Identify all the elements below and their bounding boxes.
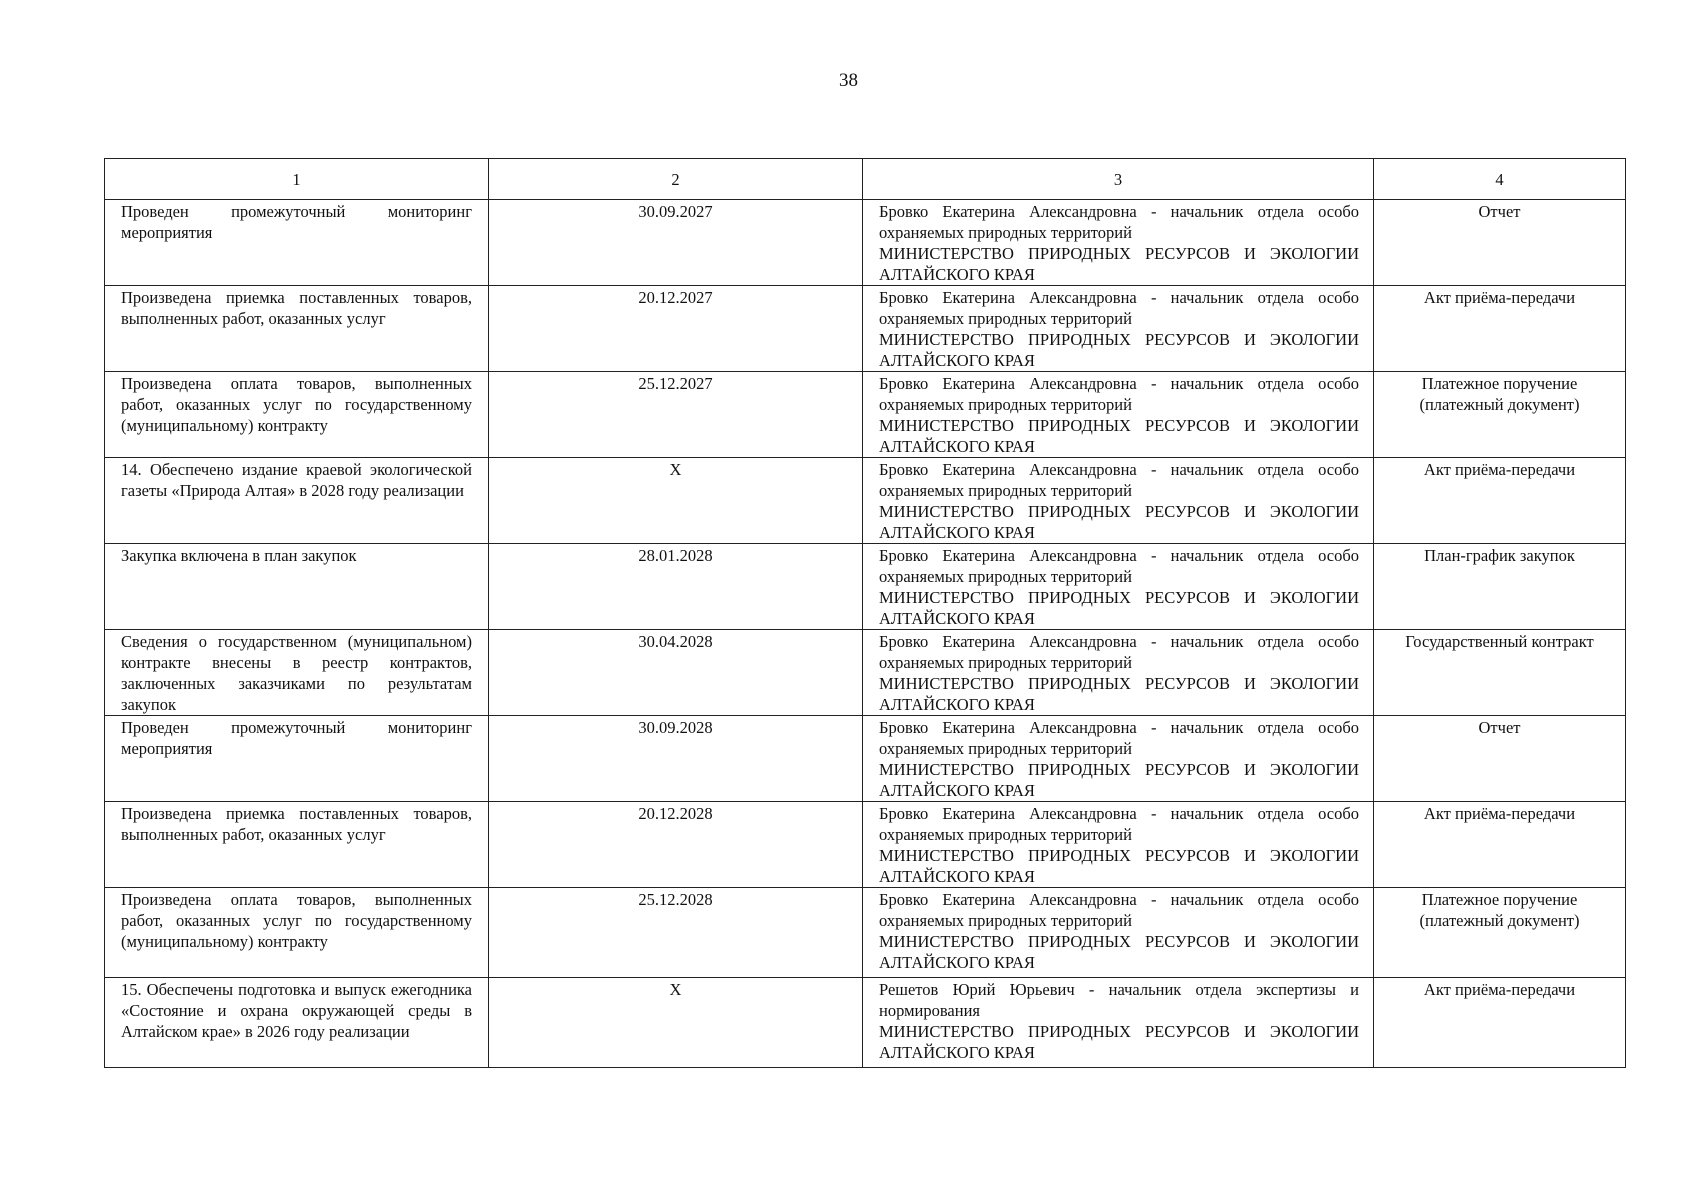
header-col-3: 3 bbox=[863, 159, 1374, 200]
date-cell: 20.12.2027 bbox=[489, 286, 863, 372]
responsible-cell bbox=[863, 458, 1374, 544]
responsible-cell bbox=[863, 716, 1374, 802]
date-cell: 30.09.2028 bbox=[489, 716, 863, 802]
table-row bbox=[105, 372, 1626, 458]
date-cell: X bbox=[489, 978, 863, 1068]
event-cell: 15. Обеспечены подготовка и выпуск ежегодника «Состояние и охрана окружающей среды в Алтайском крае» в 2026 году реализации bbox=[105, 978, 489, 1068]
responsible-cell bbox=[863, 630, 1374, 716]
responsible-person: Бровко Екатерина Александровна - начальник отдела особо охраняемых природных территорий bbox=[879, 546, 1359, 586]
event-cell: Произведена оплата товаров, выполненных работ, оказанных услуг по государственному (муниципальному) контракту bbox=[105, 372, 489, 458]
responsible-cell bbox=[863, 802, 1374, 888]
table-row bbox=[105, 286, 1626, 372]
document-cell: Государственный контракт bbox=[1374, 630, 1626, 716]
responsible-organization: МИНИСТЕРСТВО ПРИРОДНЫХ РЕСУРСОВ И ЭКОЛОГИИ АЛТАЙСКОГО КРАЯ bbox=[879, 1022, 1359, 1062]
responsible-person: Бровко Екатерина Александровна - начальник отдела особо охраняемых природных территорий bbox=[879, 718, 1359, 758]
event-cell: Произведена приемка поставленных товаров, выполненных работ, оказанных услуг bbox=[105, 286, 489, 372]
date-cell: 30.09.2027 bbox=[489, 200, 863, 286]
header-col-4: 4 bbox=[1374, 159, 1626, 200]
responsible-organization: МИНИСТЕРСТВО ПРИРОДНЫХ РЕСУРСОВ И ЭКОЛОГИИ АЛТАЙСКОГО КРАЯ bbox=[879, 416, 1359, 456]
event-cell: Проведен промежуточный мониторинг мероприятия bbox=[105, 716, 489, 802]
responsible-person: Решетов Юрий Юрьевич - начальник отдела экспертизы и нормирования bbox=[879, 980, 1359, 1020]
responsible-person: Бровко Екатерина Александровна - начальник отдела особо охраняемых природных территорий bbox=[879, 804, 1359, 844]
document-cell: Акт приёма-передачи bbox=[1374, 802, 1626, 888]
table-row bbox=[105, 458, 1626, 544]
responsible-organization: МИНИСТЕРСТВО ПРИРОДНЫХ РЕСУРСОВ И ЭКОЛОГИИ АЛТАЙСКОГО КРАЯ bbox=[879, 244, 1359, 284]
responsible-person: Бровко Екатерина Александровна - начальник отдела особо охраняемых природных территорий bbox=[879, 460, 1359, 500]
date-cell: 25.12.2027 bbox=[489, 372, 863, 458]
date-cell: 25.12.2028 bbox=[489, 888, 863, 978]
responsible-cell bbox=[863, 286, 1374, 372]
responsible-organization: МИНИСТЕРСТВО ПРИРОДНЫХ РЕСУРСОВ И ЭКОЛОГИИ АЛТАЙСКОГО КРАЯ bbox=[879, 674, 1359, 714]
date-cell: 20.12.2028 bbox=[489, 802, 863, 888]
responsible-organization: МИНИСТЕРСТВО ПРИРОДНЫХ РЕСУРСОВ И ЭКОЛОГИИ АЛТАЙСКОГО КРАЯ bbox=[879, 760, 1359, 800]
responsible-person: Бровко Екатерина Александровна - начальник отдела особо охраняемых природных территорий bbox=[879, 632, 1359, 672]
page-number: 38 bbox=[839, 70, 858, 91]
responsible-cell bbox=[863, 200, 1374, 286]
table-row bbox=[105, 802, 1626, 888]
document-cell: Отчет bbox=[1374, 200, 1626, 286]
header-row bbox=[105, 159, 1626, 200]
document-cell: Платежное поручение (платежный документ) bbox=[1374, 372, 1626, 458]
event-cell: Произведена приемка поставленных товаров, выполненных работ, оказанных услуг bbox=[105, 802, 489, 888]
document-cell: Отчет bbox=[1374, 716, 1626, 802]
event-cell: Проведен промежуточный мониторинг мероприятия bbox=[105, 200, 489, 286]
events-table bbox=[104, 158, 1626, 1068]
header-col-1: 1 bbox=[105, 159, 489, 200]
header-col-2: 2 bbox=[489, 159, 863, 200]
document-cell: Акт приёма-передачи bbox=[1374, 458, 1626, 544]
document-cell: Акт приёма-передачи bbox=[1374, 286, 1626, 372]
document-cell: Платежное поручение (платежный документ) bbox=[1374, 888, 1626, 978]
responsible-cell bbox=[863, 888, 1374, 978]
responsible-organization: МИНИСТЕРСТВО ПРИРОДНЫХ РЕСУРСОВ И ЭКОЛОГИИ АЛТАЙСКОГО КРАЯ bbox=[879, 588, 1359, 628]
event-cell: Сведения о государственном (муниципальном) контракте внесены в реестр контрактов, заключенных заказчиками по результатам закупок bbox=[105, 630, 489, 716]
responsible-organization: МИНИСТЕРСТВО ПРИРОДНЫХ РЕСУРСОВ И ЭКОЛОГИИ АЛТАЙСКОГО КРАЯ bbox=[879, 932, 1359, 972]
event-cell: Закупка включена в план закупок bbox=[105, 544, 489, 630]
document-cell: План-график закупок bbox=[1374, 544, 1626, 630]
date-cell: 28.01.2028 bbox=[489, 544, 863, 630]
responsible-organization: МИНИСТЕРСТВО ПРИРОДНЫХ РЕСУРСОВ И ЭКОЛОГИИ АЛТАЙСКОГО КРАЯ bbox=[879, 502, 1359, 542]
responsible-person: Бровко Екатерина Александровна - начальник отдела особо охраняемых природных территорий bbox=[879, 890, 1359, 930]
document-cell: Акт приёма-передачи bbox=[1374, 978, 1626, 1068]
responsible-person: Бровко Екатерина Александровна - начальник отдела особо охраняемых природных территорий bbox=[879, 288, 1359, 328]
responsible-person: Бровко Екатерина Александровна - начальник отдела особо охраняемых природных территорий bbox=[879, 202, 1359, 242]
table-row bbox=[105, 200, 1626, 286]
date-cell: X bbox=[489, 458, 863, 544]
event-cell: Произведена оплата товаров, выполненных работ, оказанных услуг по государственному (муниципальному) контракту bbox=[105, 888, 489, 978]
responsible-cell bbox=[863, 372, 1374, 458]
date-cell: 30.04.2028 bbox=[489, 630, 863, 716]
table-row bbox=[105, 716, 1626, 802]
table-row bbox=[105, 544, 1626, 630]
responsible-cell bbox=[863, 544, 1374, 630]
event-cell: 14. Обеспечено издание краевой экологической газеты «Природа Алтая» в 2028 году реализации bbox=[105, 458, 489, 544]
responsible-cell bbox=[863, 978, 1374, 1068]
table-row bbox=[105, 888, 1626, 978]
table-row bbox=[105, 978, 1626, 1068]
responsible-organization: МИНИСТЕРСТВО ПРИРОДНЫХ РЕСУРСОВ И ЭКОЛОГИИ АЛТАЙСКОГО КРАЯ bbox=[879, 330, 1359, 370]
responsible-person: Бровко Екатерина Александровна - начальник отдела особо охраняемых природных территорий bbox=[879, 374, 1359, 414]
table-row bbox=[105, 630, 1626, 716]
responsible-organization: МИНИСТЕРСТВО ПРИРОДНЫХ РЕСУРСОВ И ЭКОЛОГИИ АЛТАЙСКОГО КРАЯ bbox=[879, 846, 1359, 886]
